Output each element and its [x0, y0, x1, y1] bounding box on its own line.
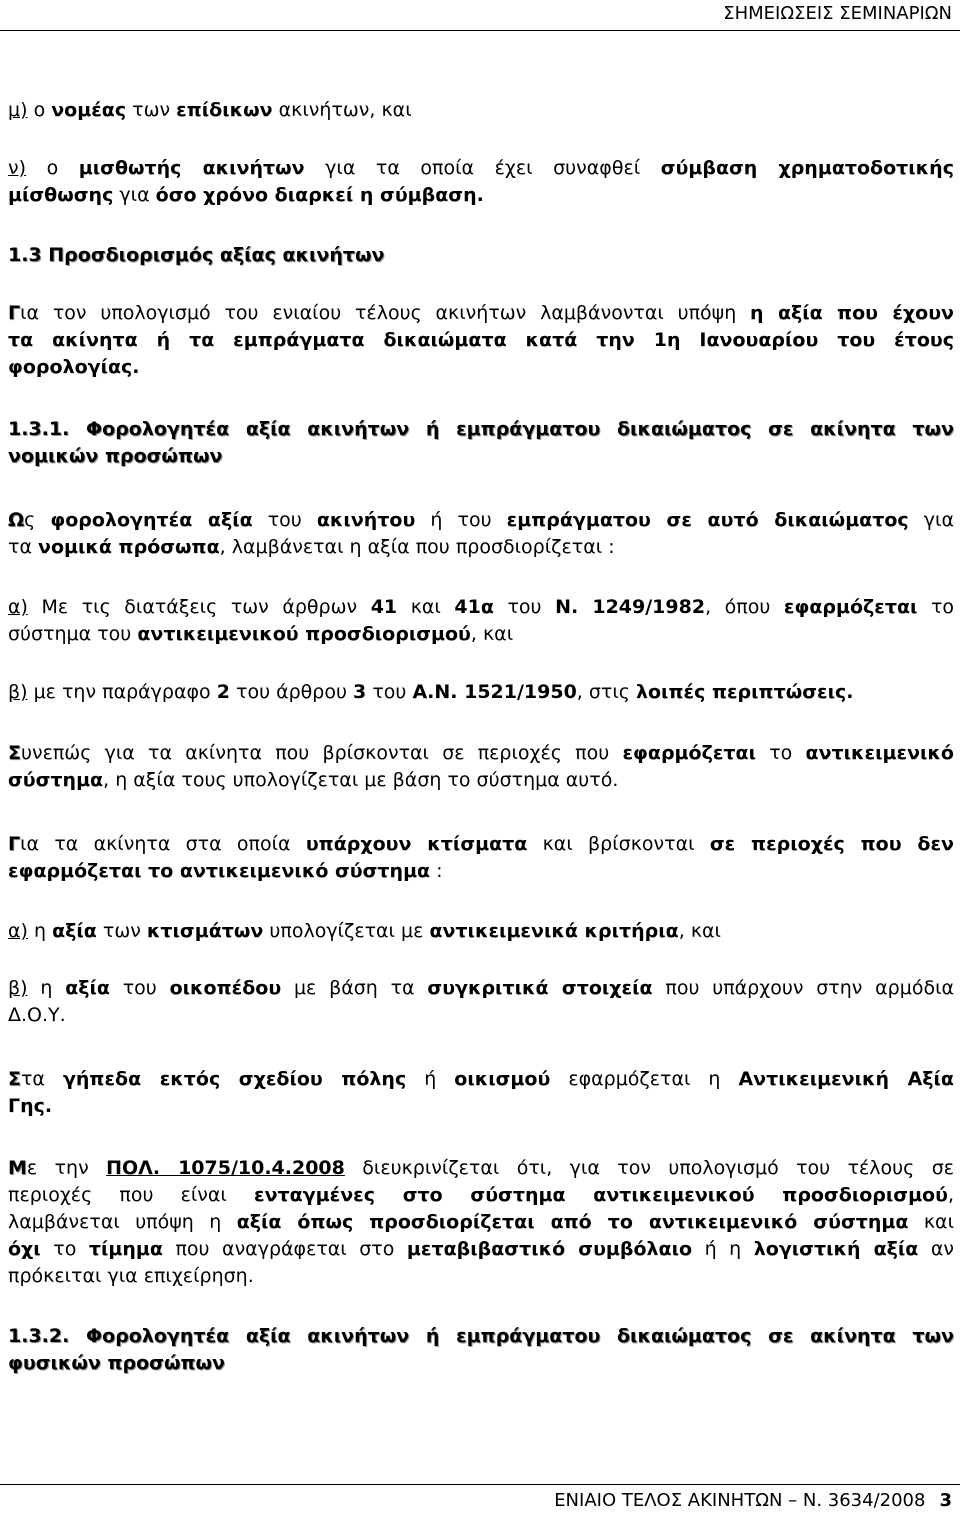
page-number: 3 [939, 1490, 952, 1511]
section-heading-1-3-1: 1.3.1. Φορολογητέα αξία ακινήτων ή εμπράγματου δικαιώματος σε ακίνητα των νομικών προσώπων [8, 418, 954, 467]
footer-title: ΕΝΙΑΙΟ ΤΕΛΟΣ ΑΚΙΝΗΤΩΝ – Ν. 3634/2008 [554, 1490, 926, 1511]
drop-cap: Γ [8, 833, 21, 855]
drop-cap: Σ [8, 742, 21, 764]
paragraph-legal-entities: Ως φορολογητέα αξία του ακινήτου ή του εμπράγματου σε αυτό δικαιώματος για τα νομικά πρόσωπα, λαμβάνεται η αξία που προσδιορίζεται : [8, 509, 954, 558]
paragraph-valuation: Για τον υπολογισμό του ενιαίου τέλους ακινήτων λαμβάνονται υπόψη η αξία που έχουν τα ακίνητα ή τα εμπράγματα δικαιώματα κατά την 1η Ιανουαρίου του έτους φορολογίας. [8, 302, 954, 378]
item-b-land: β) η αξία του οικοπέδου με βάση τα συγκριτικά στοιχεία που υπάρχουν στην αρμόδια Δ.Ο.Υ. [8, 977, 954, 1026]
paragraph-consequently: Συνεπώς για τα ακίνητα που βρίσκονται σε περιοχές που εφαρμόζεται το αντικειμενικό σύστημα, η αξία τους υπολογίζεται με βάση το σύστημα αυτό. [8, 742, 954, 791]
paragraph-buildings: Για τα ακίνητα στα οποία υπάρχουν κτίσματα και βρίσκονται σε περιοχές που δεν εφαρμόζεται το αντικειμενικό σύστημα : [8, 833, 954, 882]
item-nu: ν) ο μισθωτής ακινήτων για τα οποία έχει συναφθεί σύμβαση χρηματοδοτικής μίσθωσης για όσο χρόνο διαρκεί η σύμβαση. [8, 157, 954, 206]
item-marker: α) [8, 920, 28, 942]
paragraph-plots: Στα γήπεδα εκτός σχεδίου πόλης ή οικισμού εφαρμόζεται η Αντικειμενική Αξία Γης. [8, 1068, 954, 1117]
drop-cap: Ω [8, 509, 25, 531]
drop-cap: Σ [8, 1068, 21, 1090]
footer-rule [0, 1484, 960, 1485]
header-rule [0, 30, 960, 31]
drop-cap: Μ [8, 1157, 27, 1179]
section-heading-1-3-2: 1.3.2. Φορολογητέα αξία ακινήτων ή εμπράγματου δικαιώματος σε ακίνητα των φυσικών προσώπων [8, 1325, 954, 1374]
item-marker: ν) [8, 157, 27, 179]
drop-cap: Γ [8, 302, 21, 324]
item-marker: α) [8, 596, 28, 618]
item-a-buildings: α) η αξία των κτισμάτων υπολογίζεται με αντικειμενικά κριτήρια, και [8, 920, 721, 942]
item-marker: μ) [8, 99, 28, 121]
section-heading-1-3: 1.3 Προσδιορισμός αξίας ακινήτων [8, 244, 385, 266]
item-b-paragraph: β) με την παράγραφο 2 του άρθρου 3 του Α.Ν. 1521/1950, στις λοιπές περιπτώσεις. [8, 681, 854, 703]
item-marker: β) [8, 977, 28, 999]
running-header: ΣΗΜΕΙΩΣΕΙΣ ΣΕΜΙΝΑΡΙΩΝ [723, 3, 952, 24]
item-a-provisions: α) Με τις διατάξεις των άρθρων 41 και 41α του Ν. 1249/1982, όπου εφαρμόζεται το σύστημα του αντικειμενικού προσδιορισμού, και [8, 596, 954, 645]
paragraph-pol-circular: Με την ΠΟΛ. 1075/10.4.2008 διευκρινίζεται ότι, για τον υπολογισμό του τέλους σε περιοχές που είναι ενταγμένες στο σύστημα αντικειμενικού προσδιορισμού, λαμβάνεται υπόψη η αξία όπως προσδιορίζεται από το αντικειμενικό σύστημα και όχι το τίμημα που αναγράφεται στο μεταβιβαστικό συμβόλαιο ή η λογιστική αξία αν πρόκειται για επιχείρηση. [8, 1157, 954, 1287]
item-marker: β) [8, 681, 28, 703]
item-mu: μ) ο νομέας των επίδικων ακινήτων, και [8, 99, 412, 121]
running-footer [554, 1490, 952, 1511]
